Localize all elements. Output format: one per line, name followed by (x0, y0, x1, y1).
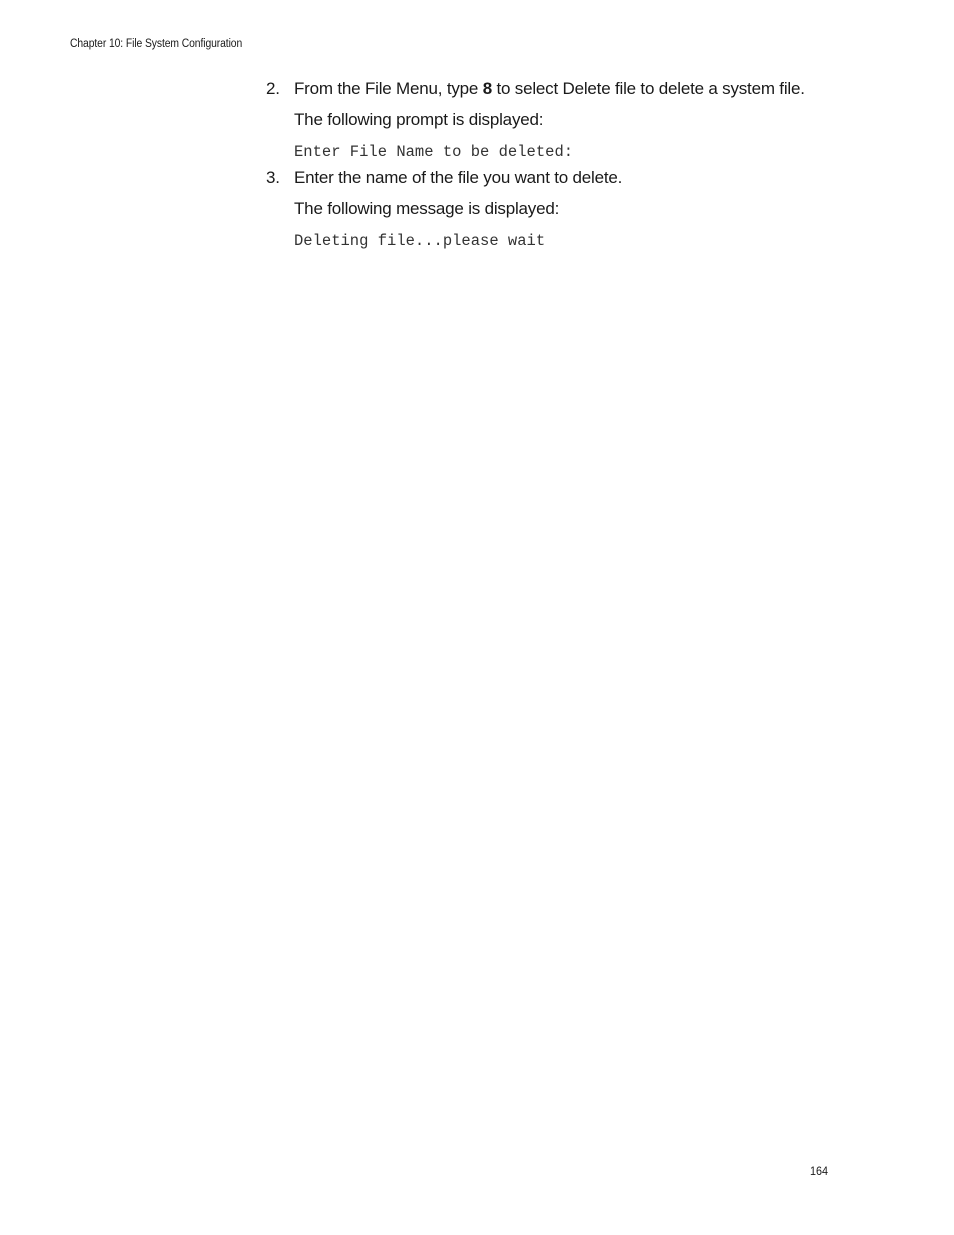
step-2-followup: The following prompt is displayed: (294, 110, 544, 129)
step-text-after: to select Delete file to delete a system file. (491, 79, 805, 98)
running-header: Chapter 10: File System Configuration (70, 38, 243, 50)
step-number: 3. (266, 168, 280, 187)
step-2 (266, 79, 805, 99)
message-code: Deleting file...please wait (294, 232, 546, 250)
menu-key: 8 (482, 79, 492, 98)
prompt-code: Enter File Name to be deleted: (294, 143, 574, 161)
step-3 (266, 168, 622, 188)
step-text: Enter the name of the file you want to delete. (294, 168, 623, 187)
step-3-followup: The following message is displayed: (294, 199, 560, 218)
page-number: 164 (809, 1164, 828, 1178)
step-number: 2. (266, 79, 280, 98)
step-text-before: From the File Menu, type (294, 79, 483, 98)
